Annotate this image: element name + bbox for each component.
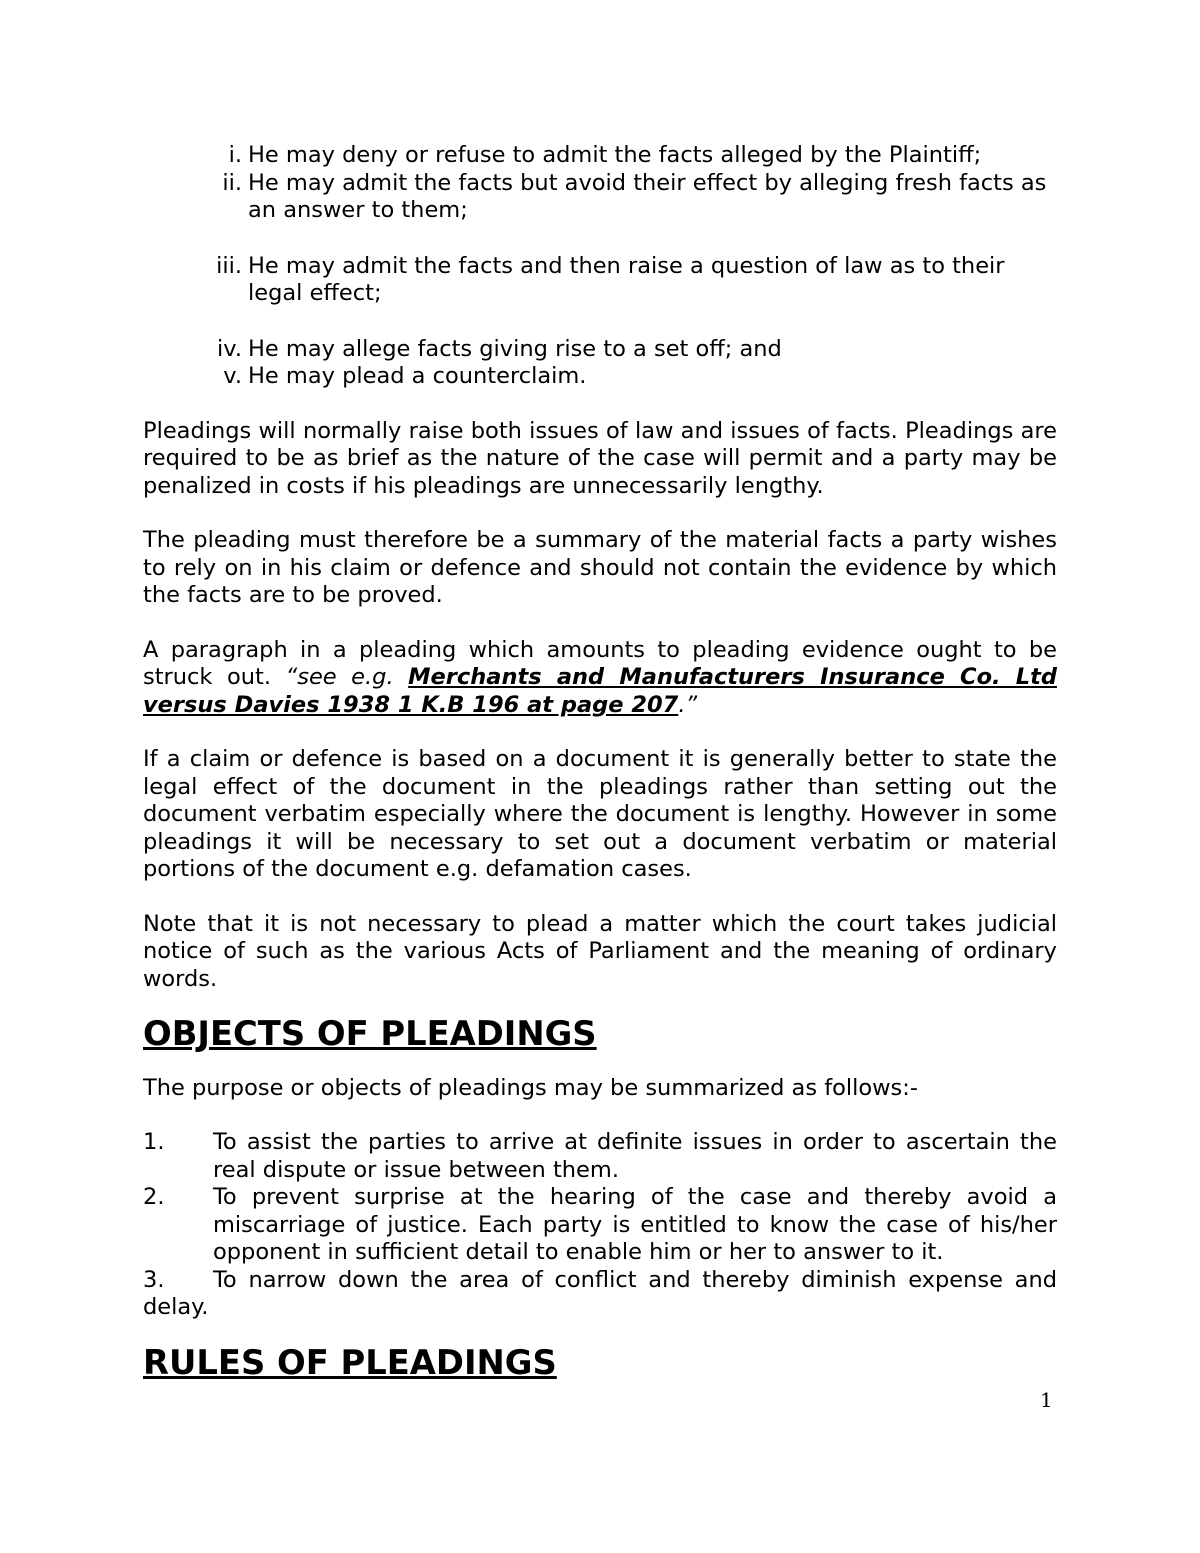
defence-options-list [143,142,1057,391]
quote-close: .” [678,691,698,718]
list-item-text: He may admit the facts and then raise a question of law as to their legal effect; [248,252,1005,306]
objects-list [143,1129,1057,1322]
list-item-text: To assist the parties to arrive at definite issues in order to ascertain the real dispute or issue between them. [213,1129,1057,1183]
paragraph-issues: Pleadings will normally raise both issues of law and issues of facts. Pleadings are required to be as brief as the nature of the case will permit and a party may be penalized in costs if his pleadings are unnecessarily lengthy. [143,417,1057,499]
list-item [143,1184,1057,1267]
list-item [143,1129,1057,1184]
paragraph-documents: If a claim or defence is based on a document it is generally better to state the legal effect of the document in the pleadings rather than setting out the document verbatim especially where the document is lengthy. However in some pleadings it will be necessary to set out a document verbatim or material portions of the document e.g. defamation cases. [143,746,1057,882]
paragraph-evidence [143,637,1057,720]
list-marker: 3. [143,1266,165,1293]
list-item [143,253,1057,308]
list-item [143,336,1057,364]
page-number: 1 [1040,1388,1053,1412]
list-item-text: To narrow down the area of conflict and thereby diminish expense and delay. [143,1266,1057,1320]
objects-intro: The purpose or objects of pleadings may be summarized as follows:- [143,1074,918,1101]
list-item [143,170,1057,225]
list-item [143,363,1057,391]
list-marker: ii. [222,169,242,196]
list-marker: 2. [143,1184,165,1210]
quote-open: “see e.g. [285,664,409,690]
case-citation: Merchants and Manufacturers Insurance Co. Ltd versus Davies 1938 1 K.B 196 at page 207 [143,664,1057,718]
paragraph-judicial-notice: Note that it is not necessary to plead a matter which the court takes judicial notice of such as the various Acts of Parliament and the meaning of ordinary words. [143,910,1057,992]
list-marker: iii. [216,252,242,279]
list-item-text: He may plead a counterclaim. [248,363,587,389]
list-item-text: He may deny or refuse to admit the facts alleged by the Plaintiff; [248,142,982,168]
paragraph-summary: The pleading must therefore be a summary of the material facts a party wishes to rely on in his claim or defence and should not contain the evidence by which the facts are to be proved. [143,527,1057,608]
list-item [143,1267,1057,1322]
list-item-text: He may admit the facts but avoid their effect by alleging fresh facts as an answer to them; [248,169,1047,223]
list-marker: 1. [143,1129,165,1155]
list-marker: v. [223,363,242,389]
list-marker: i. [228,142,242,168]
list-item-text: He may allege facts giving rise to a set off; and [248,335,782,362]
document-page [143,142,1057,1382]
list-item [143,142,1057,170]
section-heading-rules: RULES OF PLEADINGS [143,1342,557,1382]
paragraph-text: A paragraph in a pleading which amounts to pleading evidence ought to be struck out. [143,636,1057,690]
section-heading-objects: OBJECTS OF PLEADINGS [143,1014,597,1053]
list-marker: iv. [217,335,242,362]
list-item-text: To prevent surprise at the hearing of the case and thereby avoid a miscarriage of justice. Each party is entitled to know the case of his/her opponent in sufficient detail to enable him or her to answer to it. [213,1184,1057,1265]
